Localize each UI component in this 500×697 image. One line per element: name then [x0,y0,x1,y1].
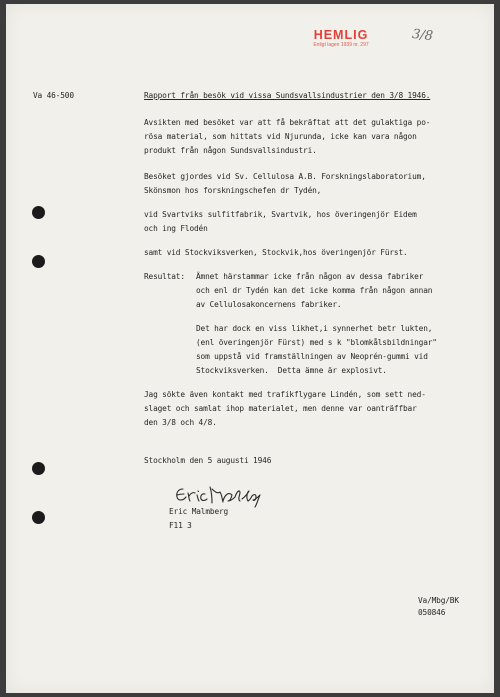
result-label: Resultat: [144,272,185,281]
intro-line: produkt från någon Sundsvallsindustri. [144,146,317,155]
visit-line: och ing Flodén [144,224,208,233]
place-date: Stockholm den 5 augusti 1946 [144,456,272,465]
document-page [6,4,494,693]
classification-stamp [296,29,386,49]
contact-line: slaget och samlat ihop materialet, men denne var oanträffbar [144,404,417,413]
intro-line: rösa material, som hittats vid Njurunda, icke kan vara någon [144,132,417,141]
result-line: Stockviksverken. Detta ämne är explosivt. [196,366,387,375]
report-title: Rapport från besök vid vissa Sundsvallsindustrier den 3/8 1946. [144,91,431,100]
handwritten-signature [174,480,266,508]
page-number: 3/8 [411,26,434,45]
result-line: Det har dock en viss likhet,i synnerhet betr lukten, [196,324,433,333]
intro-line: Avsikten med besöket var att få bekräftat att det gulaktiga po- [144,118,431,127]
signer-name: Eric Malmberg [169,507,229,516]
contact-line: den 3/8 och 4/8. [144,418,217,427]
signer-unit: F11 3 [169,521,192,530]
punch-hole [32,255,45,268]
punch-hole [32,206,45,219]
result-line: av Cellulosakoncernens fabriker. [196,300,342,309]
reference-code: Va/Mbg/BK [418,596,459,605]
result-line: Ämnet härstammar icke från någon av dessa fabriker [196,272,424,281]
visit-line: Skönsmon hos forskningschefen dr Tydén, [144,186,322,195]
visit-line: vid Svartviks sulfitfabrik, Svartvik, hos överingenjör Eidem [144,210,417,219]
visit-line: Besöket gjordes vid Sv. Cellulosa A.B. Forskningslaboratorium, [144,172,426,181]
reference-number: Va 46-500 [33,91,74,100]
stamp-classification: HEMLIG [313,28,369,42]
result-line: (enl överingenjör Fürst) med s k "blomkålsbildningar" [196,338,437,347]
punch-hole [32,511,45,524]
stamp-note: Enligt lagen 1939 nr. 297 [313,42,369,48]
visit-line: samt vid Stockviksverken, Stockvik,hos överingenjör Fürst. [144,248,408,257]
punch-hole [32,462,45,475]
contact-line: Jag sökte även kontakt med trafikflygare Lindén, som sett ned- [144,390,426,399]
result-line: och enl dr Tydén kan det icke komma från någon annan [196,286,433,295]
result-line: som uppstå vid framställningen av Neoprén-gummi vid [196,352,428,361]
reference-date-code: 050846 [418,608,446,617]
